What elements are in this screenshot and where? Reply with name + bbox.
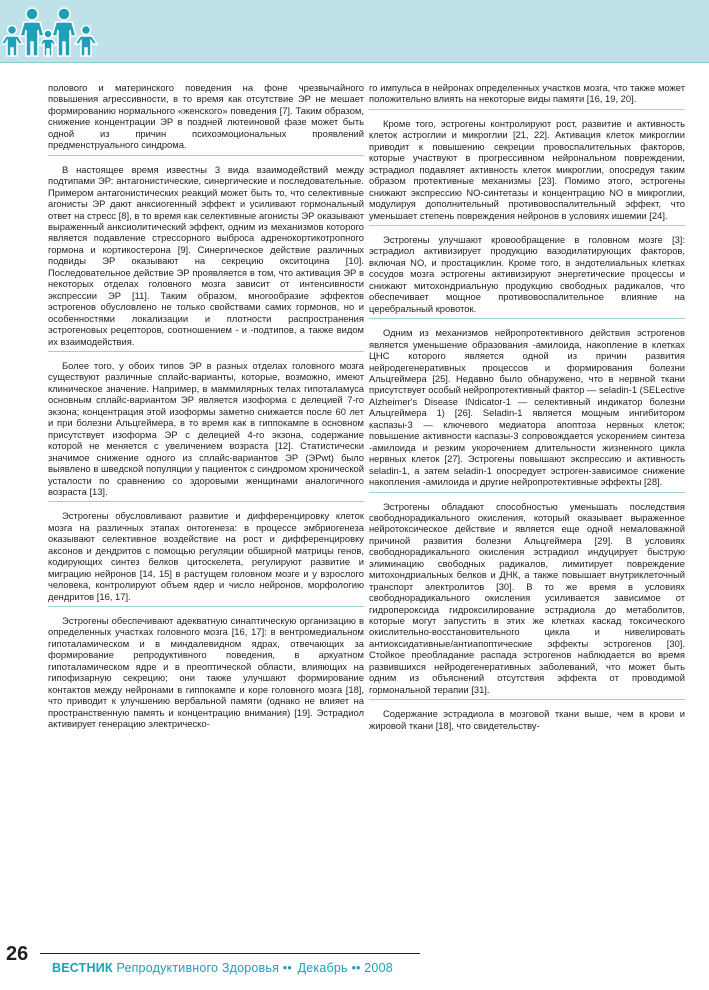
footer-separator: •• xyxy=(351,961,361,975)
journal-footer xyxy=(52,961,393,975)
paragraph: Кроме того, эстрогены контролируют рост, развитие и активность клеток астроглии и микроглии [21, 22]. Активация клеток микроглии приводит к повышению секреции провоспалительных факторов, которые участвуют в прогрессивном нейрональном повреждении, эстрадиол подавляет активность клеток микроглии, опосредуя таким образом протективные механизмы [23]. Помимо этого, эстрогены снижают экспрессию NO-синтетазы и концентрацию NO в микроглии, модулируя дополнительный противовоспалительный эффект, что уменьшает степень повреждения нейронов в условиях ишемии [24]. xyxy=(369,118,685,226)
paragraph: Содержание эстрадиола в мозговой ткани выше, чем в крови и жировой ткани [18], что свидетельству- xyxy=(369,708,685,731)
header-band xyxy=(0,0,709,63)
paragraph: Более того, у обоих типов ЭР в разных отделах головного мозга существуют различные сплайс-варианты, которые, возможно, имеют клиническое значение. Например, в маммилярных телах гипоталамуса основным сплайс-вариантом ЭР является изоформа с делецией 7-го экзона; концентрация этой изоформы заметно снижается после 60 лет и при болезни Альцгеймера, в то время как в гиппокампе в основном присутствует изоформа ЭР с делецией 4-го экзона, содержание которой не меняется с увеличением возраста [12]. Статистически значимое снижение одного из сплайс-вариантов ЭР (ЭРwt) было выявлено в шведской популяции у пациенток с синдромом хронической усталости по сравнению со здоровыми женщинами аналогичного возраста [13]. xyxy=(48,360,364,502)
paragraph: В настоящее время известны 3 вида взаимодействий между подтипами ЭР: антагонистические, синергические и последовательные. Примером антагонистических реакций может быть то, что селективные агонисты ЭР дают анксиогенный эффект и усиливают гормональный ответ на стресс [8], в то время как селективные агонисты ЭР оказывают выраженный анксиолитический эффект, одним из механизмов которого является подавление стрессорного выброса адренокортикотропного гормона и кортикостерона [9]. Синергическое действие различных подвиды ЭР оказывают на секрецию окситоцина [10]. Последовательное действие ЭР проявляется в том, что активация ЭР в некоторых отделах головного мозга зависит от интенсивности экспрессии ЭР [11]. Таким образом, многообразие эффектов эстрогенов обусловлено не только свойствами самих гормонов, но и особенностями локализации и плотности распространения эстрогеновых рецепторов, соотношением - и -подтипов, а также видом их взаимодействия. xyxy=(48,164,364,352)
left-column xyxy=(48,82,364,742)
footer-separator: •• xyxy=(282,961,292,975)
paragraph: Эстрогены обеспечивают адекватную синаптическую организацию в определенных участках головного мозга [16, 17]: в вентромедиальном гипоталамическом и в миндалевидном ядрах, отвечающих за формирование репродуктивного поведения, в аркуатном гипоталамическом ядре и в преоптической области, влияющих на гипофизарную секрецию; они также улучшают формирование контактов между нейронами в гиппокампе и коре головного мозга [18], что приводит к улучшению вербальной памяти (однако не влияет на пространственную память и концентрацию внимания) [19]. Эстрадиол активирует генерацию электрическо- xyxy=(48,615,364,730)
page-number: 26 xyxy=(6,943,29,965)
paragraph: Эстрогены обладают способностью уменьшать последствия свободнорадикального окисления, который оказывает выраженное нейротоксическое действие и является еще одной немаловажной причиной развития болезни Альцгеймера [29]. В условиях свободнорадикального окисления эстрадиол индуцирует быструю элиминацию свободных радикалов, лимитирует повреждение митохондриальных белков и ДНК, а также повышает внутриклеточный транспорт электролитов [30]. В то же время в условиях свободнорадикального окисления усиливается зависимое от гидропероксида гидроксилирование эстрадиола до метаболитов, которые могут запустить в этих же клетках каскад токсического окислительно-восстановительного цикла и нивелировать антиоксидативные/антиапоптические эффекты эстрогенов [30]. Стойкое преобладание распада эстрогенов наблюдается во время развившихся нейродегенеративных заболеваний, что может быть одним из объяснений отсутствия эффекта от проводимой гормональной терапии [31]. xyxy=(369,501,685,701)
paragraph: Эстрогены улучшают кровообращение в головном мозге [3]: эстрадиол активизирует продукцию вазодилатирующих факторов, включая NO, и простациклин. Кроме того, в эндотелиальных клетках сосудов мозга эстрогены активизируют энергетические процессы и снижают митохондриальную продукцию свободных радикалов, что обеспечивает мощное противовоспалительное влияние на церебральный кровоток. xyxy=(369,234,685,319)
paragraph: го импульса в нейронах определенных участков мозга, что также может положительно влиять на некоторые виды памяти [16, 19, 20]. xyxy=(369,82,685,110)
journal-name: Репродуктивного Здоровья xyxy=(116,961,280,975)
paragraph: полового и материнского поведения на фоне чрезвычайного повышения агрессивности, в то время как отсутствие ЭР не мешает формированию нормального «женского» поведения [7]. Таким образом, снижение концентрации ЭР в поздней лютеиновой фазе может быть одной из причин психоэмоциональных проявлений предменструального синдрома. xyxy=(48,82,364,156)
paragraph: Одним из механизмов нейропротективного действия эстрогенов является уменьшение образования -амилоида, накопление в клетках ЦНС которого является одной из причин развития нейродегенеративных процессов и формирования болезни Альцгеймера [25]. Недавно было обнаружено, что в нервной ткани присутствует особый нейропротективный фактор — seladin-1 (SELective Alzheimer's Disease INdicator-1 — селективный индикатор болезни Альцгеймера 1) [26]. Seladin-1 является мощным ингибитором каспазы-3 — ключевого медиатора апоптоза нервных клеток; повышение активности каспазы-3 сопровождается ускорением синтеза -амилоида и резким укорочением длительности жизненного цикла нервных клеток [27]. Эстрогены повышают экспрессию и активность seladin-1, а затем seladin-1 опосредует эстроген-зависимое снижение накопления -амилоида и другие нейропротективные эффекты [28]. xyxy=(369,327,685,492)
footer-divider xyxy=(40,953,420,954)
family-figures-icon xyxy=(2,0,98,62)
right-column xyxy=(369,82,685,743)
journal-brand: ВЕСТНИК xyxy=(52,961,113,975)
paragraph: Эстрогены обусловливают развитие и дифференцировку клеток мозга на различных этапах онтогенеза: в процессе эмбриогенеза оказывают селективное воздействие на рост и дифференцировку аксонов и дендритов с помощью регуляции обширной матрицы генов, кодирующих синтез белков цитоскелета, регулируют развитие и миграцию нейронов [14, 15] в растущем головном мозге и у взрослого человека, контролируют объем ядер и число нейронов, морфологию дендритов [16, 17]. xyxy=(48,510,364,607)
issue-month: Декабрь xyxy=(297,961,348,975)
issue-year: 2008 xyxy=(364,961,393,975)
